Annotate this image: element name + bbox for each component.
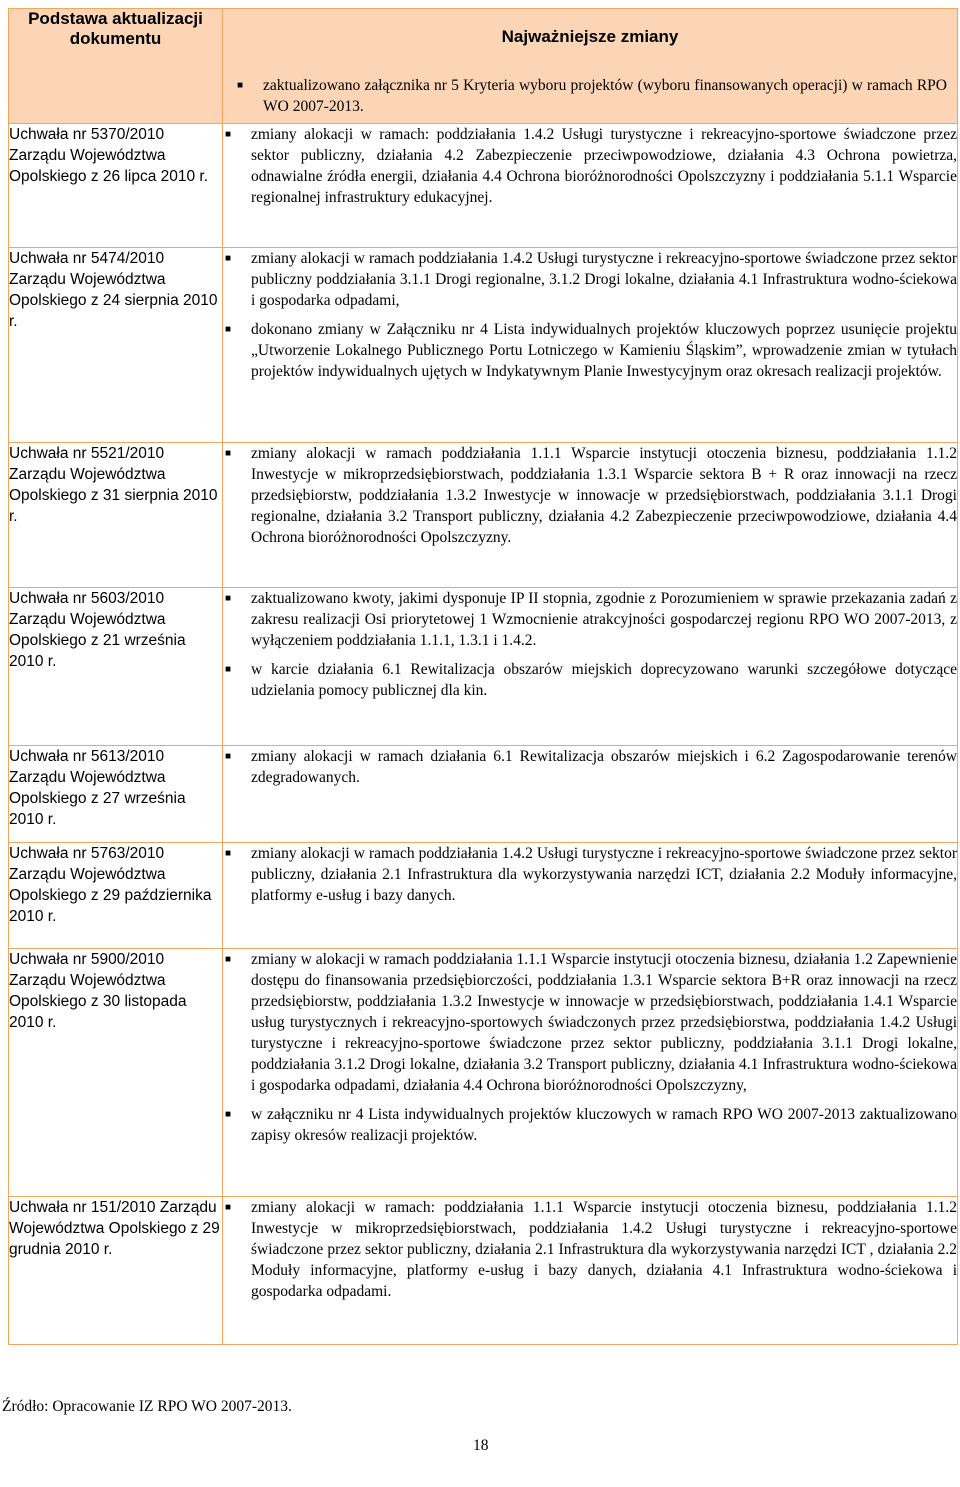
square-bullet-icon: ■ [225, 593, 232, 604]
table-body [9, 124, 958, 1345]
page-number: 18 [473, 1437, 489, 1454]
table-row [9, 248, 958, 443]
change-item [223, 588, 957, 651]
square-bullet-icon: ■ [225, 1109, 232, 1120]
resolution-text: Uchwała nr 5603/2010 Zarządu Województwa Opolskiego z 21 września 2010 r. [9, 590, 186, 670]
changes-cell [223, 843, 958, 949]
change-text: zmiany alokacji w ramach poddziałania 1.4.2 Usługi turystyczne i rekreacyjno-sportowe świadczone przez sektor publiczny, działania 2.1 Infrastruktura dla wykorzystywania narzędzi ICT, działania 2.2 Moduły informacyjne, platformy e-usług i bazy danych. [251, 845, 957, 904]
table-row [9, 124, 958, 248]
change-text: zaktualizowano kwoty, jakimi dysponuje IP II stopnia, zgodnie z Porozumieniem w sprawie przekazania zadań z zakresu realizacji Osi priorytetowej 1 Wzmocnienie atrakcyjności gospodarczej regionu RPO WO 2007-2013, z wyłączeniem poddziałania 1.1.1, 1.3.1 i 1.4.2. [251, 590, 957, 649]
square-bullet-icon: ■ [225, 129, 232, 140]
change-text: w załączniku nr 4 Lista indywidualnych projektów kluczowych w ramach RPO WO 2007-2013 zaktualizowano zapisy okresów realizacji projektów. [251, 1106, 957, 1144]
resolution-text: Uchwała nr 151/2010 Zarządu Województwa Opolskiego z 29 grudnia 2010 r. [9, 1199, 220, 1258]
resolution-text: Uchwała nr 5474/2010 Zarządu Województwa Opolskiego z 24 sierpnia 2010 r. [9, 250, 218, 330]
resolution-text: Uchwała nr 5370/2010 Zarządu Województwa Opolskiego z 26 lipca 2010 r. [9, 126, 209, 185]
change-item [235, 75, 947, 117]
resolution-cell [9, 949, 223, 1197]
resolution-cell [9, 1197, 223, 1345]
resolution-cell [9, 588, 223, 746]
change-text: w karcie działania 6.1 Rewitalizacja obszarów miejskich doprecyzowano warunki szczegółowe dotyczące udzielania pomocy publicznej dla kin. [251, 661, 957, 699]
change-item [223, 843, 957, 906]
changes-table [8, 8, 958, 1345]
header-basis-label: Podstawa aktualizacji dokumentu [28, 9, 203, 48]
changes-cell [223, 124, 958, 248]
table-header-row [9, 9, 958, 124]
square-bullet-icon: ■ [225, 751, 232, 762]
change-item [223, 124, 957, 208]
square-bullet-icon: ■ [237, 80, 244, 91]
square-bullet-icon: ■ [225, 664, 232, 675]
header-changes-list [223, 65, 957, 123]
resolution-cell [9, 443, 223, 588]
resolution-text: Uchwała nr 5613/2010 Zarządu Województwa Opolskiego z 27 września 2010 r. [9, 748, 186, 828]
changes-cell [223, 443, 958, 588]
change-item [223, 1104, 957, 1146]
change-item [223, 1197, 957, 1302]
square-bullet-icon: ■ [225, 1202, 232, 1213]
resolution-text: Uchwała nr 5900/2010 Zarządu Województwa Opolskiego z 30 listopada 2010 r. [9, 951, 187, 1031]
square-bullet-icon: ■ [225, 253, 232, 264]
change-text: zaktualizowano załącznika nr 5 Kryteria wyboru projektów (wyboru finansowanych operacji) w ramach RPO WO 2007-2013. [263, 77, 947, 115]
resolution-cell [9, 843, 223, 949]
change-text: dokonano zmiany w Załączniku nr 4 Lista indywidualnych projektów kluczowych poprzez usunięcie projektu „Utworzenie Lokalnego Publicznego Portu Lotniczego w Kamieniu Śląskim”, wprowadzenie zmian w tytułach projektów indywidualnych ujętych w Indykatywnym Planie Inwestycyjnym oraz okresach realizacji projektów. [251, 321, 957, 380]
table-row [9, 443, 958, 588]
square-bullet-icon: ■ [225, 954, 232, 965]
header-basis [9, 9, 223, 124]
change-text: zmiany alokacji w ramach: poddziałania 1.4.2 Usługi turystyczne i rekreacyjno-sportowe świadczone przez sektor publiczny, działania 4.2 Zabezpieczenie przeciwpowodziowe, działania 4.3 Ochrona powietrza, odnawialne źródła energii, działania 4.4 Ochrona bioróżnorodności Opolszczyzny i poddziałania 5.1.1 Wsparcie regionalnej infrastruktury edukacyjnej. [251, 126, 957, 206]
square-bullet-icon: ■ [225, 448, 232, 459]
change-item [223, 949, 957, 1096]
table-row [9, 588, 958, 746]
change-item [223, 248, 957, 311]
changes-cell [223, 1197, 958, 1345]
source-note: Źródło: Opracowanie IZ RPO WO 2007-2013. [2, 1398, 292, 1415]
header-changes [223, 9, 958, 124]
resolution-cell [9, 248, 223, 443]
square-bullet-icon: ■ [225, 324, 232, 335]
square-bullet-icon: ■ [225, 848, 232, 859]
changes-cell [223, 949, 958, 1197]
resolution-text: Uchwała nr 5521/2010 Zarządu Województwa Opolskiego z 31 sierpnia 2010 r. [9, 445, 218, 525]
table-row [9, 843, 958, 949]
table-row [9, 1197, 958, 1345]
resolution-text: Uchwała nr 5763/2010 Zarządu Województwa Opolskiego z 29 października 2010 r. [9, 845, 212, 925]
resolution-cell [9, 124, 223, 248]
change-text: zmiany alokacji w ramach poddziałania 1.4.2 Usługi turystyczne i rekreacyjno-sportowe świadczone przez sektor publiczny poddziałania 3.1.1 Drogi regionalne, 3.1.2 Drogi lokalne, działania 4.1 Infrastruktura wodno-ściekowa i gospodarka odpadami, [251, 250, 957, 309]
change-text: zmiany alokacji w ramach działania 6.1 Rewitalizacja obszarów miejskich i 6.2 Zagospodarowanie terenów zdegradowanych. [251, 748, 957, 786]
changes-cell [223, 248, 958, 443]
change-text: zmiany alokacji w ramach: poddziałania 1.1.1 Wsparcie instytucji otoczenia biznesu, poddziałania 1.1.2 Inwestycje w mikroprzedsiębiorstwach, poddziałania 1.4.2 Usługi turystyczne i rekreacyjno-sportowe świadczone przez sektor publiczny, działania 2.1 Infrastruktura dla wykorzystywania narzędzi ICT , działania 2.2 Moduły informacyjne, platformy e-usług i bazy danych, działania 4.1 Infrastruktura wodno-ściekowa i gospodarka odpadami. [251, 1199, 957, 1300]
change-text: zmiany w alokacji w ramach poddziałania 1.1.1 Wsparcie instytucji otoczenia biznesu, działania 1.2 Zapewnienie dostępu do finansowania przedsiębiorczości, poddziałania 1.3.1 Wsparcie sektora B+R oraz innowacji na rzecz przedsiębiorstw, poddziałania 1.3.2 Inwestycje w innowacje w przedsiębiorstwach, poddziałania 1.4.1 Wsparcie usług turystycznych i rekreacyjno-sportowych świadczonych przez przedsiębiorstwa, poddziałania 1.4.2 Usługi turystyczne i rekreacyjno-sportowe świadczone przez sektor publiczny, poddziałania 3.1.1 Drogi lokalne, poddziałania 3.1.2 Drogi lokalne, działania 3.2 Transport publiczny, działania 4.1 Infrastruktura wodno-ściekowa i gospodarka odpadami, działania 4.4 Ochrona bioróżnorodności Opolszczyzny, [251, 951, 957, 1094]
change-text: zmiany alokacji w ramach poddziałania 1.1.1 Wsparcie instytucji otoczenia biznesu, poddziałania 1.1.2 Inwestycje w mikroprzedsiębiorstwach, poddziałania 1.3.1 Wsparcie sektora B + R oraz innowacji na rzecz przedsiębiorstw, poddziałania 1.3.2 Inwestycje w innowacje w przedsiębiorstwach, poddziałania 3.1.1 Drogi regionalne, działania 3.2 Transport publiczny, działania 4.2 Zabezpieczenie przeciwpowodziowe, działania 4.4 Ochrona bioróżnorodności Opolszczyzny. [251, 445, 957, 546]
change-item [223, 443, 957, 548]
resolution-cell [9, 746, 223, 843]
change-item [223, 319, 957, 382]
changes-cell [223, 588, 958, 746]
change-item [223, 746, 957, 788]
changes-cell [223, 746, 958, 843]
table-row [9, 746, 958, 843]
header-changes-label: Najważniejsze zmiany [501, 27, 679, 46]
change-item [223, 659, 957, 701]
table-row [9, 949, 958, 1197]
